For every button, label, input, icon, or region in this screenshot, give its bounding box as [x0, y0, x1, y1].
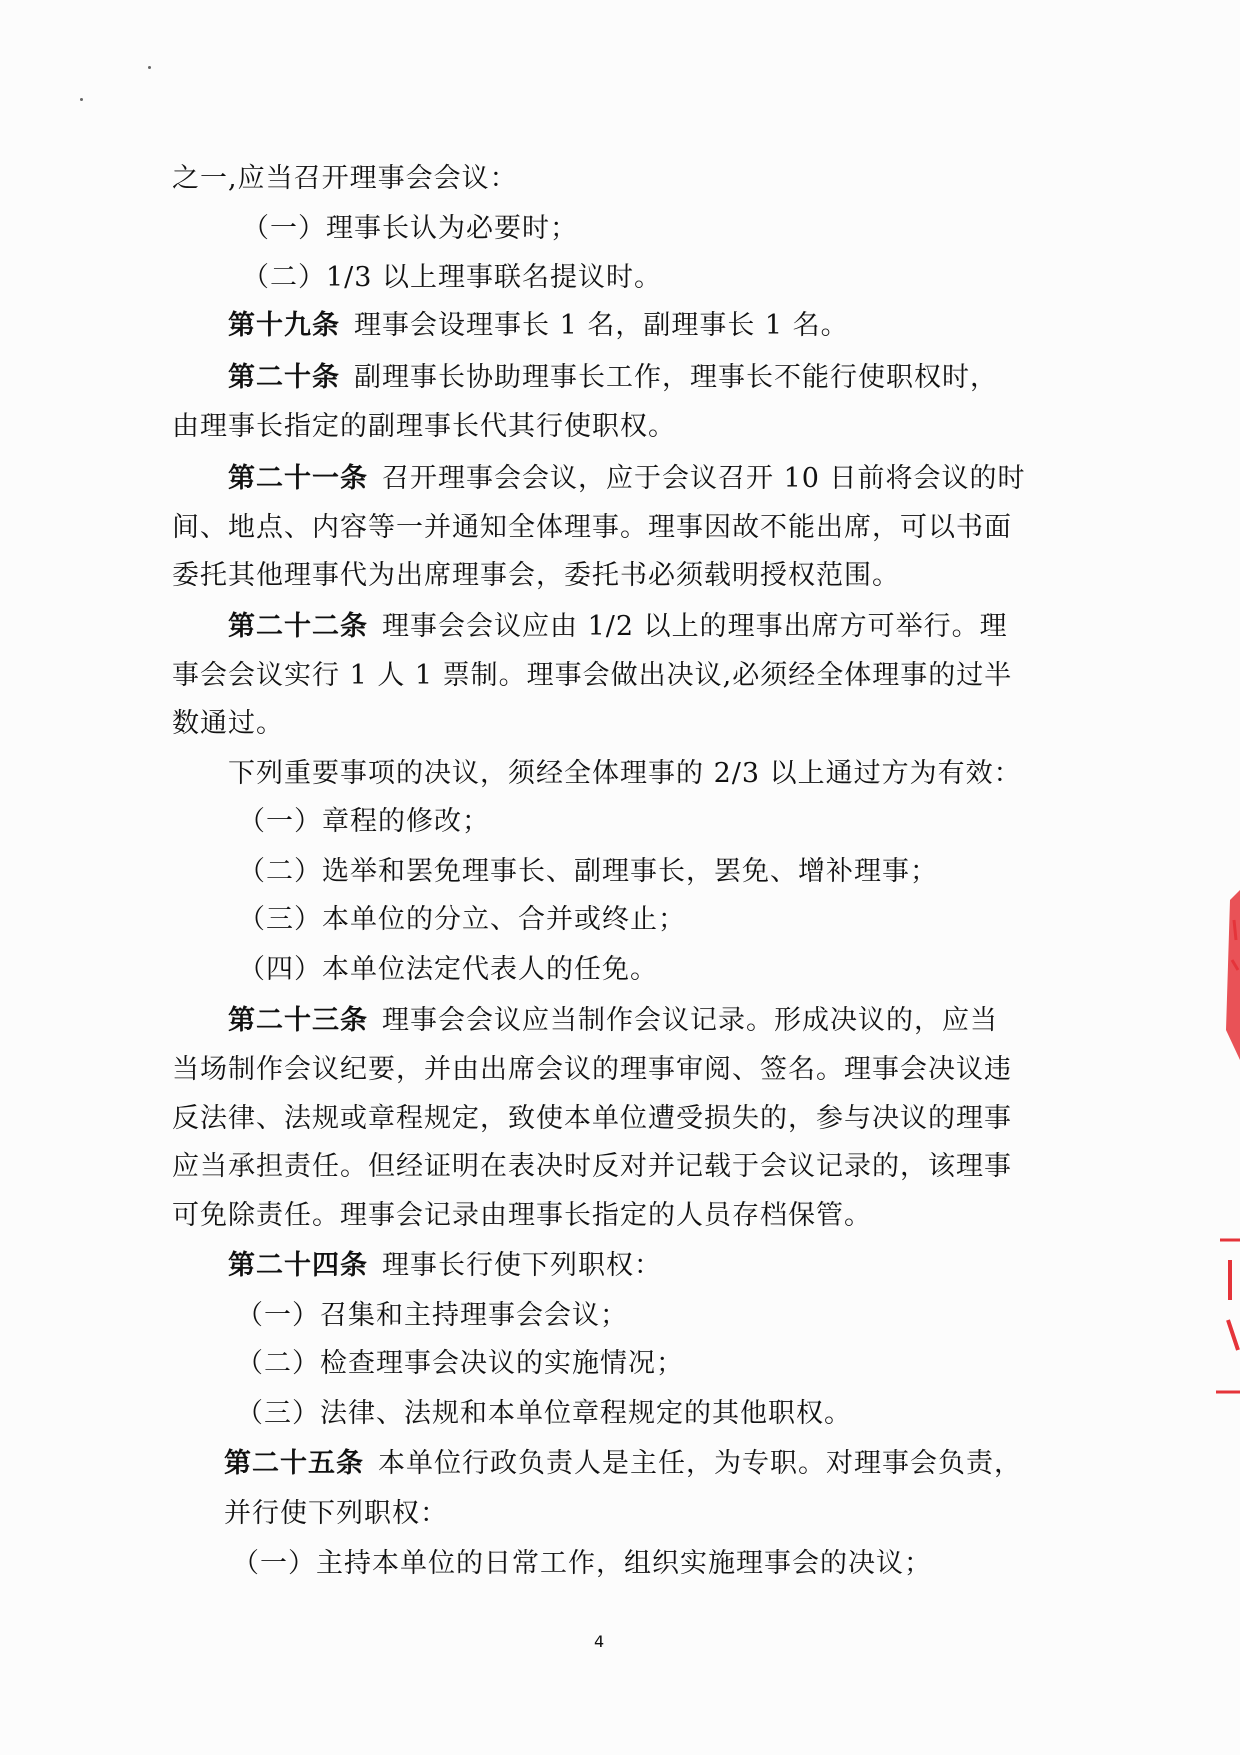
line-text: （三）法律、法规和本单位章程规定的其他职权。	[236, 1398, 852, 1429]
body-line	[236, 1340, 684, 1388]
line-text: （一）主持本单位的日常工作，组织实施理事会的决议；	[232, 1548, 932, 1579]
article-line	[228, 997, 998, 1045]
body-line	[172, 403, 676, 451]
body-line	[238, 798, 490, 846]
body-line	[172, 652, 1012, 700]
line-text: （三）本单位的分立、合并或终止；	[238, 904, 686, 935]
article-number: 第二十三条	[228, 1005, 368, 1036]
body-line	[172, 1192, 872, 1240]
line-text: （一）召集和主持理事会会议；	[236, 1300, 628, 1331]
article-line	[228, 1242, 662, 1290]
line-text: 由理事长指定的副理事长代其行使职权。	[172, 411, 676, 442]
body-line	[238, 848, 938, 896]
body-line	[172, 1143, 1012, 1191]
line-text: 理事会会议应由 1/2 以上的理事出席方可举行。理	[382, 611, 1008, 642]
page-number: 4	[594, 1632, 605, 1651]
body-line	[172, 1046, 1012, 1094]
line-text: 当场制作会议纪要，并由出席会议的理事审阅、签名。理事会决议违	[172, 1054, 1012, 1085]
line-text: 委托其他理事代为出席理事会，委托书必须载明授权范围。	[172, 560, 900, 591]
line-text: 理事会会议应当制作会议记录。形成决议的，应当	[382, 1005, 998, 1036]
line-text: （二）1/3 以上理事联名提议时。	[242, 262, 663, 293]
article-line	[228, 455, 1026, 503]
scan-speck	[80, 98, 83, 101]
body-line	[238, 896, 686, 944]
body-line	[228, 750, 1022, 798]
body-line	[172, 155, 518, 203]
article-line	[228, 302, 849, 350]
body-line	[172, 552, 900, 600]
article-line	[228, 354, 998, 402]
body-line	[172, 504, 1012, 552]
line-text: 理事会设理事长 1 名，副理事长 1 名。	[354, 310, 849, 341]
scan-speck	[148, 66, 151, 69]
body-line	[224, 1490, 448, 1538]
article-line	[224, 1440, 1022, 1488]
article-line	[228, 603, 1008, 651]
line-text: （一）理事长认为必要时；	[242, 213, 578, 244]
red-seal-stamp-fragment	[1206, 880, 1240, 1400]
line-text: （一）章程的修改；	[238, 806, 490, 837]
article-number: 第二十一条	[228, 463, 368, 494]
line-text: 可免除责任。理事会记录由理事长指定的人员存档保管。	[172, 1200, 872, 1231]
line-text: 副理事长协助理事长工作，理事长不能行使职权时，	[354, 362, 998, 393]
line-text: 召开理事会会议，应于会议召开 10 日前将会议的时	[382, 463, 1026, 494]
line-text: 应当承担责任。但经证明在表决时反对并记载于会议记录的，该理事	[172, 1151, 1012, 1182]
body-line	[232, 1540, 932, 1588]
line-text: 数通过。	[172, 708, 284, 739]
body-line	[242, 205, 578, 253]
body-line	[238, 946, 658, 994]
body-line	[236, 1390, 852, 1438]
line-text: 本单位行政负责人是主任，为专职。对理事会负责，	[378, 1448, 1022, 1479]
body-line	[236, 1292, 628, 1340]
line-text: 事会会议实行 1 人 1 票制。理事会做出决议,必须经全体理事的过半	[172, 660, 1013, 691]
line-text: 并行使下列职权：	[224, 1498, 448, 1529]
line-text: 之一,应当召开理事会会议：	[172, 163, 518, 194]
article-number: 第二十四条	[228, 1250, 368, 1281]
line-text: 反法律、法规或章程规定，致使本单位遭受损失的，参与决议的理事	[172, 1103, 1012, 1134]
body-line	[172, 700, 284, 748]
line-text: （二）检查理事会决议的实施情况；	[236, 1348, 684, 1379]
line-text: 理事长行使下列职权：	[382, 1250, 662, 1281]
body-line	[172, 1095, 1012, 1143]
line-text: 间、地点、内容等一并通知全体理事。理事因故不能出席，可以书面	[172, 512, 1012, 543]
line-text: （四）本单位法定代表人的任免。	[238, 954, 658, 985]
body-line	[242, 254, 662, 302]
article-number: 第二十条	[228, 362, 340, 393]
article-number: 第十九条	[228, 310, 340, 341]
article-number: 第二十五条	[224, 1448, 364, 1479]
line-text: 下列重要事项的决议，须经全体理事的 2/3 以上通过方为有效：	[228, 758, 1022, 789]
line-text: （二）选举和罢免理事长、副理事长，罢免、增补理事；	[238, 856, 938, 887]
article-number: 第二十二条	[228, 611, 368, 642]
